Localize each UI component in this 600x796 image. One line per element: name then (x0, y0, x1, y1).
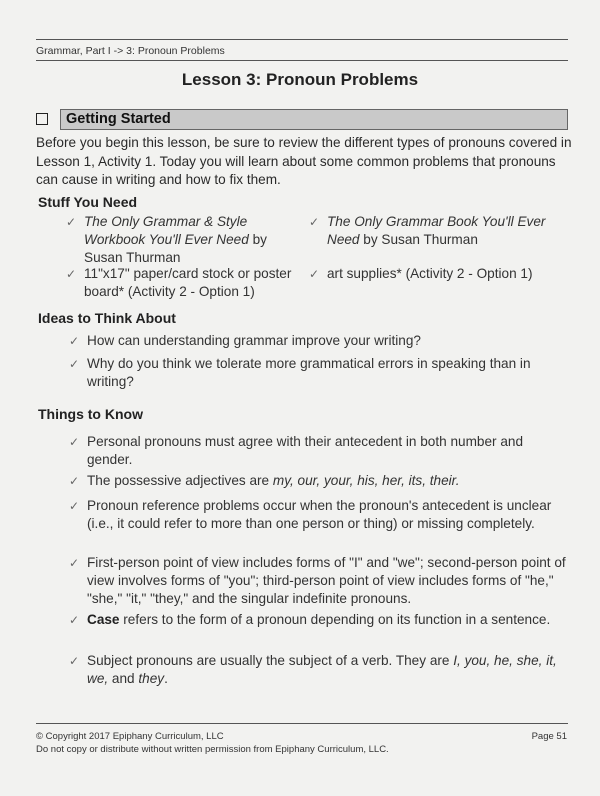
checkmark-icon: ✓ (69, 357, 80, 371)
resource-author: by Susan Thurman (84, 232, 267, 265)
stuff-heading: Stuff You Need (38, 194, 138, 210)
page-title: Lesson 3: Pronoun Problems (181, 70, 419, 89)
intro-paragraph: Before you begin this lesson, be sure to review the different types of pronouns covered in Lesson 1, Activity 1. Today you will learn about some common problems that pronouns can cause in writing and how to fix them. (36, 135, 572, 187)
list-item: ✓ Pronoun reference problems occur when the pronoun's antecedent is unclear (i.e., it could refer to more than one person or thing) or missing completely. (69, 498, 552, 531)
copy-notice: Do not copy or distribute without written permission from Epiphany Curriculum, LLC. (36, 744, 389, 755)
list-item: ✓ The possessive adjectives are my, our, your, his, her, its, their. (69, 473, 460, 488)
checkmark-icon: ✓ (69, 474, 80, 488)
checkmark-icon: ✓ (66, 215, 77, 229)
checkmark-icon: ✓ (69, 435, 80, 449)
list-item (66, 213, 309, 267)
resource-title: The Only Grammar Book You'll Ever Need (327, 214, 546, 247)
ideas-heading: Ideas to Think About (38, 310, 176, 326)
list-item (309, 213, 572, 249)
section-bar (60, 109, 568, 130)
list-item: ✓ Case refers to the form of a pronoun depending on its function in a sentence. (69, 612, 551, 627)
header-rule (36, 60, 568, 61)
resource-text: art supplies* (Activity 2 - Option 1) (327, 266, 533, 281)
footer-rule (36, 723, 568, 724)
checkmark-icon: ✓ (69, 556, 80, 570)
list-item: ✓ How can understanding grammar improve your writing? (69, 333, 421, 348)
copyright-text: © Copyright 2017 Epiphany Curriculum, LLC (36, 731, 224, 742)
list-item: ✓ First-person point of view includes forms of "I" and "we"; second-person point of view involves forms of "you"; third-person point of view includes forms of "he," "she," "it," "they," and the singular indefinite pronouns. (69, 555, 566, 606)
resource-title: The Only Grammar & Style Workbook You'll Ever Need (84, 214, 249, 247)
page-number: Page 51 (531, 731, 567, 742)
checkbox-icon[interactable] (36, 113, 48, 125)
list-item (66, 265, 309, 301)
checkmark-icon: ✓ (309, 215, 320, 229)
checkmark-icon: ✓ (69, 613, 80, 627)
resource-author: by Susan Thurman (359, 232, 478, 247)
checkmark-icon: ✓ (69, 334, 80, 348)
list-item (309, 265, 572, 283)
top-rule (36, 39, 568, 40)
checkmark-icon: ✓ (66, 267, 77, 281)
resource-text: 11"x17" paper/card stock or poster board* (Activity 2 - Option 1) (84, 266, 292, 299)
case-term: Case (87, 612, 120, 627)
checkmark-icon: ✓ (69, 499, 80, 513)
getting-started-label: Getting Started (66, 111, 171, 127)
checkmark-icon: ✓ (69, 654, 80, 668)
things-heading: Things to Know (38, 406, 143, 422)
getting-started-row (36, 109, 568, 133)
list-item: ✓ Personal pronouns must agree with their antecedent in both number and gender. (69, 434, 524, 467)
list-item: ✓ Subject pronouns are usually the subject of a verb. They are I, you, he, she, it, we, and they. (69, 653, 557, 686)
breadcrumb: Grammar, Part I -> 3: Pronoun Problems (36, 45, 225, 57)
list-item: ✓ Why do you think we tolerate more grammatical errors in speaking than in writing? (69, 356, 531, 389)
checkmark-icon: ✓ (309, 267, 320, 281)
